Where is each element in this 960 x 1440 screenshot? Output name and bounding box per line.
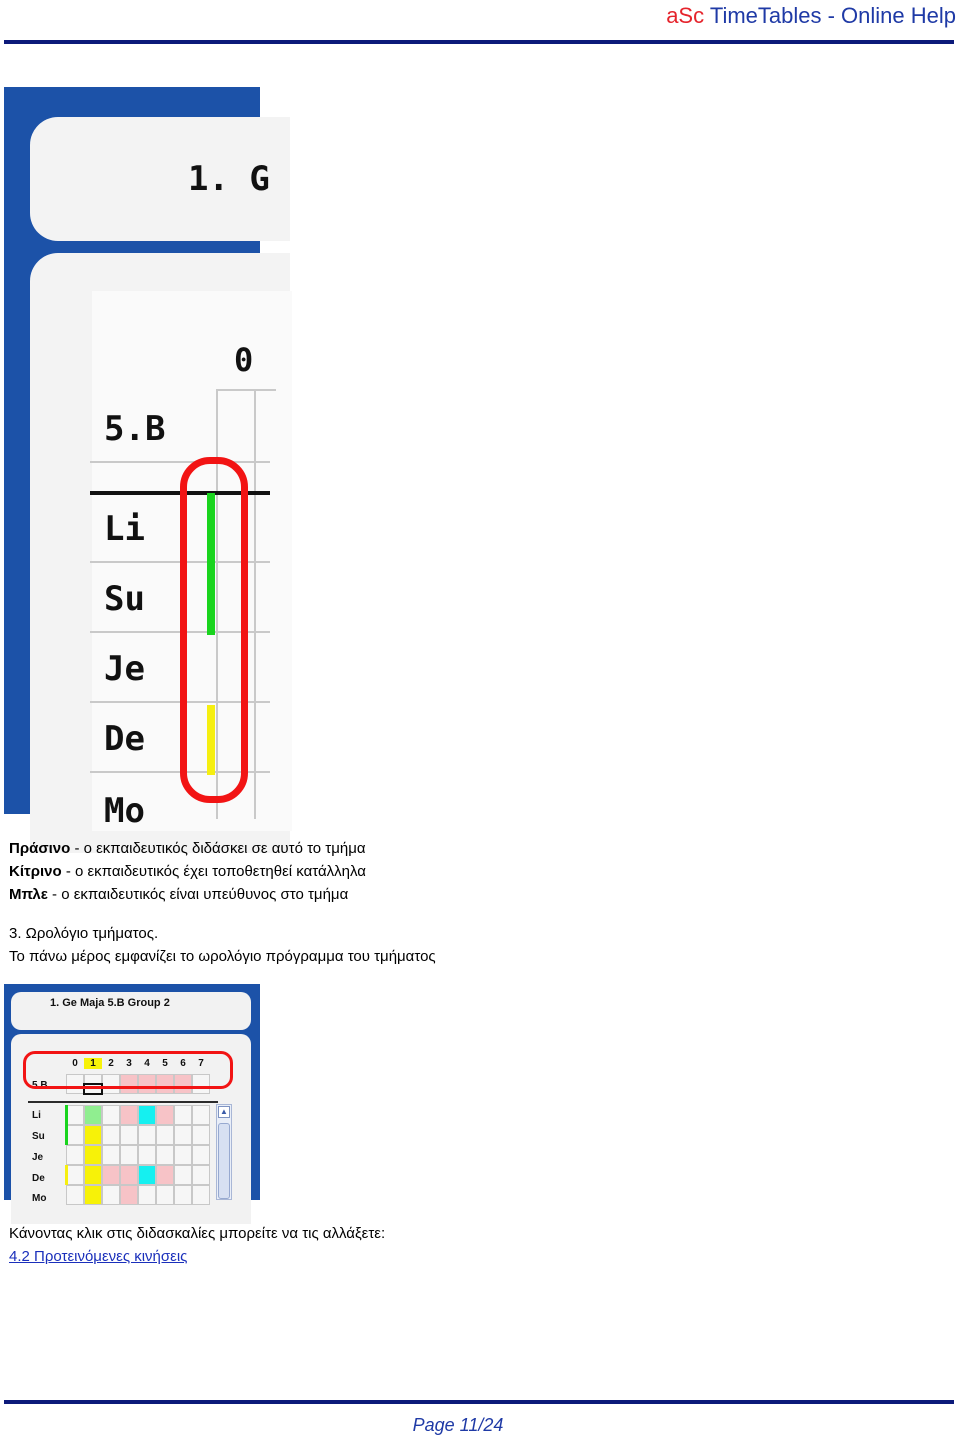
timetable-cell[interactable] (174, 1145, 192, 1165)
highlight-ring (23, 1051, 233, 1089)
class-label: 5.B (104, 409, 166, 449)
timetable-cell[interactable] (66, 1145, 84, 1165)
timetable-cell[interactable] (192, 1165, 210, 1185)
period-label: 3 (126, 1058, 132, 1069)
ss-separator (28, 1101, 218, 1103)
day-label: Je (104, 649, 145, 689)
section-description: Το πάνω μέρος εμφανίζει το ωρολόγιο πρόγραμμα του τμήματος (9, 948, 436, 965)
timetable-cell[interactable] (120, 1125, 138, 1145)
timetable-cell[interactable] (84, 1125, 102, 1145)
grid-hline (216, 389, 276, 391)
timetable-cell[interactable] (66, 1105, 84, 1125)
period-label: 7 (198, 1058, 204, 1069)
day-label: De (32, 1173, 45, 1184)
day-label: Mo (32, 1193, 47, 1204)
day-label: Mo (104, 791, 145, 831)
timetable-cell[interactable] (102, 1185, 120, 1205)
legend-yellow (9, 863, 366, 880)
timetable-cell[interactable] (84, 1145, 102, 1165)
legend-green (9, 840, 366, 857)
grid-hline (90, 461, 270, 463)
yellow-indicator (65, 1165, 68, 1185)
period-label: 4 (144, 1058, 150, 1069)
timetable-cell[interactable] (138, 1145, 156, 1165)
timetable-cell[interactable] (66, 1165, 84, 1185)
zoomed-screenshot (4, 87, 270, 831)
brand-asc: aSc (666, 3, 705, 28)
class-label: 5.B (32, 1080, 48, 1091)
timetable-cell[interactable] (138, 1105, 156, 1125)
timetable-cell[interactable] (120, 1185, 138, 1205)
day-label: Je (32, 1152, 44, 1163)
timetable-cell[interactable] (192, 1125, 210, 1145)
legend-blue (9, 886, 348, 903)
timetable-cell[interactable] (84, 1185, 102, 1205)
timetable-cell[interactable] (156, 1185, 174, 1205)
legend-text: - ο εκπαιδευτικός έχει τοποθετηθεί κατάλληλα (61, 863, 366, 880)
timetable-cell[interactable] (156, 1105, 174, 1125)
timetable-cell[interactable] (174, 1105, 192, 1125)
timetable-cell[interactable] (102, 1165, 120, 1185)
timetable-cell[interactable] (192, 1145, 210, 1165)
timetable-cell[interactable] (120, 1105, 138, 1125)
grid-vline (254, 389, 256, 819)
timetable-cell[interactable] (174, 1125, 192, 1145)
section-heading: 3. Ωρολόγιο τμήματος. (9, 925, 159, 942)
day-label: Li (32, 1110, 41, 1121)
timetable-cell[interactable] (138, 1185, 156, 1205)
period-label: 1 (84, 1058, 102, 1069)
timetable-cell[interactable] (66, 1125, 84, 1145)
top-rule (4, 40, 954, 44)
timetable-cell[interactable] (84, 1105, 102, 1125)
page-number: Page 11/24 (412, 1415, 504, 1435)
zoomed-title: 1. G (188, 159, 270, 199)
timetable-cell[interactable] (156, 1145, 174, 1165)
timetable-cell[interactable] (138, 1125, 156, 1145)
timetable-cell[interactable] (192, 1185, 210, 1205)
timetable-cell[interactable] (102, 1105, 120, 1125)
timetable-cell[interactable] (102, 1125, 120, 1145)
timetable-cell[interactable] (66, 1185, 84, 1205)
day-label: De (104, 719, 145, 759)
legend-term: Πράσινο (9, 840, 71, 857)
ss-content (4, 984, 260, 1204)
timetable-cell[interactable] (192, 1105, 210, 1125)
period-label: 0 (72, 1058, 78, 1069)
timetable-cell[interactable] (156, 1125, 174, 1145)
legend-term: Μπλε (9, 886, 48, 903)
day-label: Su (104, 579, 145, 619)
green-indicator (65, 1105, 68, 1145)
timetable-cell[interactable] (156, 1165, 174, 1185)
scroll-up-icon[interactable]: ▲ (218, 1106, 230, 1118)
day-label: Su (32, 1131, 45, 1142)
legend-text: - ο εκπαιδευτικός είναι υπεύθυνος στο τμήμα (47, 886, 349, 903)
timetable-cell[interactable] (174, 1165, 192, 1185)
timetable-cell[interactable] (120, 1165, 138, 1185)
highlight-ring (180, 457, 248, 803)
bottom-rule (4, 1400, 954, 1404)
period-label: 5 (162, 1058, 168, 1069)
period-label: 2 (108, 1058, 114, 1069)
legend-text: - ο εκπαιδευτικός διδάσκει σε αυτό το τμήμα (70, 840, 366, 857)
period-label: 6 (180, 1058, 186, 1069)
brand-title: TimeTables - Online Help (709, 3, 956, 28)
edit-lessons-note: Κάνοντας κλικ στις διδασκαλίες μπορείτε να τις αλλάξετε: (9, 1225, 386, 1242)
timetable-cell[interactable] (174, 1185, 192, 1205)
suggested-moves-link[interactable]: 4.2 Προτεινόμενες κινήσεις (9, 1248, 188, 1265)
timetable-cell[interactable] (102, 1145, 120, 1165)
help-header-title (666, 3, 956, 29)
timetable-cell[interactable] (120, 1145, 138, 1165)
ss-title: 1. Ge Maja 5.B Group 2 (50, 997, 170, 1009)
timetable-cell[interactable] (138, 1165, 156, 1185)
legend-term: Κίτρινο (9, 863, 62, 880)
period-header: 0 (234, 341, 254, 379)
day-label: Li (104, 509, 145, 549)
vertical-scrollbar[interactable] (216, 1104, 232, 1200)
scrollbar-thumb[interactable] (218, 1123, 230, 1199)
timetable-cell[interactable] (84, 1165, 102, 1185)
